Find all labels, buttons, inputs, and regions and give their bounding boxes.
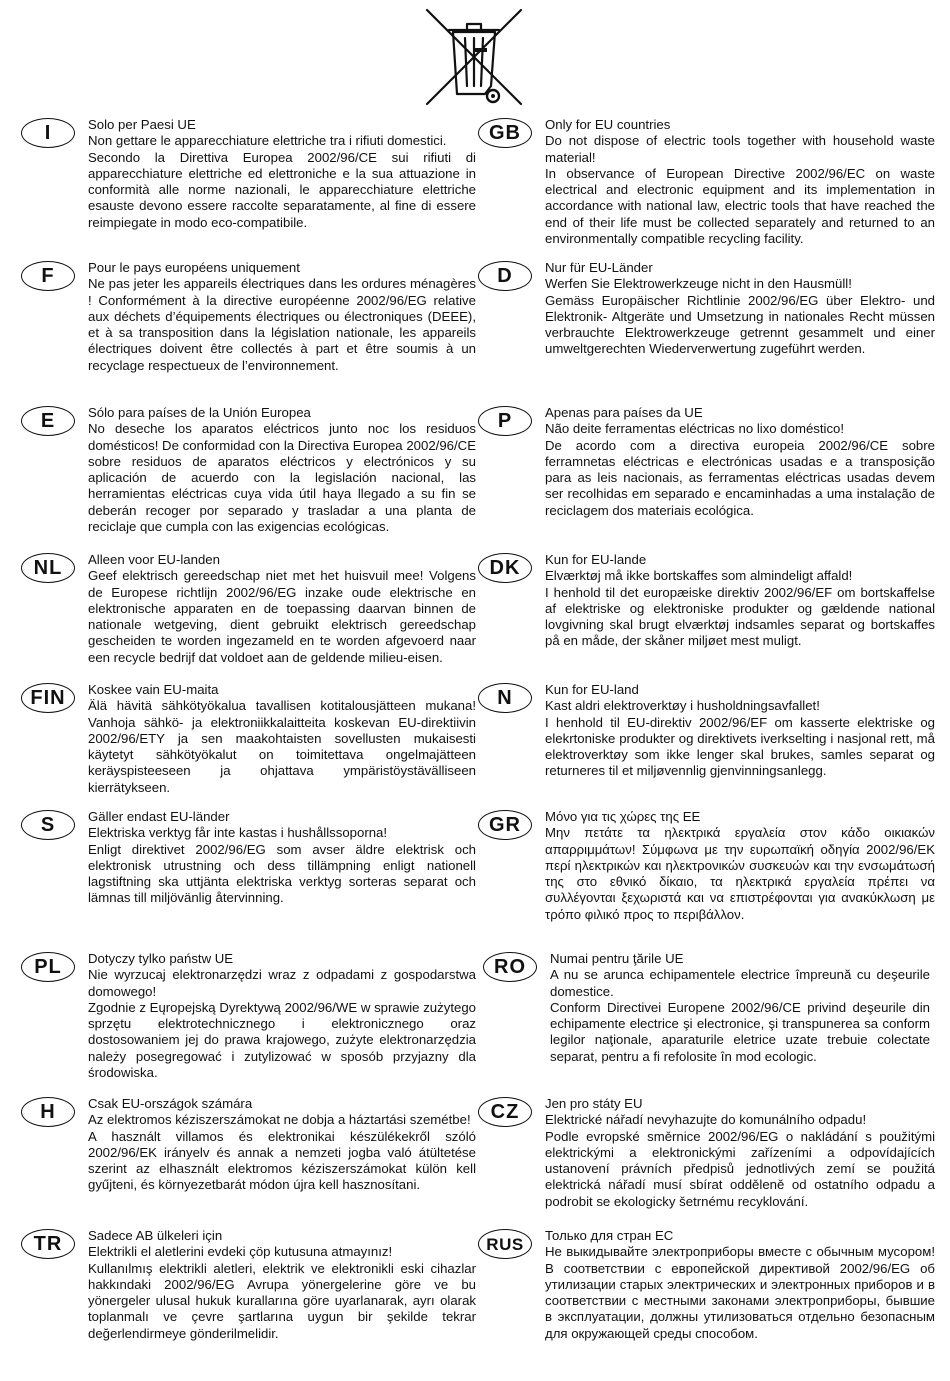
section-title: Koskee vain EU-maita <box>88 682 219 697</box>
section-text: Gäller endast EU-länder Elektriska verktyg får inte kastas i hushållssoporna! Enligt direktivet 2002/96/EG som avser äldre elektrisk och elektronisk utrustning och dess tillämpning enligt nationell lagstiftning ska uttjänta elektriska verktyg sorteras separat och lämnas till miljövänlig återvinning. <box>88 809 476 906</box>
language-badge: PL <box>21 952 75 982</box>
section-title: Kun for EU-land <box>545 682 639 697</box>
section-title: Dotyczy tylko państw UE <box>88 951 234 966</box>
section-title: Only for EU countries <box>545 117 671 132</box>
section-title: Только для стран ЕС <box>545 1228 674 1243</box>
language-badge: TR <box>21 1229 75 1259</box>
section-title: Kun for EU-lande <box>545 552 647 567</box>
section-text: Sólo para países de la Unión Europea No deseche los aparatos eléctricos junto noc los residuos domésticos! De conformidad con la Directiva Europea 2002/96/CE sobre residuos de aparatos eléctricos y electrónicos y su aplicación de acuerdo con la legislación nacional, las herramientas eléctricas cuya vida útil haya llegado a su fin se deberán recoger por separado y trasladar a una planta de reciclaje que cumpla con las exigencias ecológicas. <box>88 405 476 535</box>
language-badge: S <box>21 810 75 840</box>
section-text: Kun for EU-lande Elværktøj må ikke bortskaffes som almindeligt affald! I henhold til det europæiske direktiv 2002/96/EF om bortskaffelse af elektriske og elektroniske produkter og gældende national lovgivning skal brugt elværktøj indsamles separat og bortskaffes på en måde, der skåner miljøet mest muligt. <box>545 552 935 649</box>
language-badge: NL <box>21 553 75 583</box>
language-badge: P <box>478 406 532 436</box>
language-badge: DK <box>478 553 532 583</box>
section-text: Apenas para países da UE Não deite ferramentas eléctricas no lixo doméstico! De acordo com a directiva europeia 2002/96/CE sobre ferramnetas eléctricas e electrónicas usadas e a transposição para as leis nacionais, as ferramentas eléctricas usadas devem ser recolhidas em separado e encaminhadas a uma instalação de reciclagem dos materiais ecológica. <box>545 405 935 518</box>
section-text: Alleen voor EU-landen Geef elektrisch gereedschap niet met het huisvuil mee! Volgens de Europese richtlijn 2002/96/EG inzake oude elektrische en elektronische apparaten en de toepassing daarvan binnen de nationale wetgeving, dient gebruikt elektrisch gereedschap gescheiden te worden ingezameld en te worden afgevoerd naar een recycle bedrijf dat voldoet aan de geldende milieu-eisen. <box>88 552 476 665</box>
language-badge: FIN <box>21 683 75 713</box>
language-badge: GB <box>478 118 532 148</box>
section-text: Numai pentru ţările UE A nu se arunca echipamentele electrice împreună cu deşeurile domestice. Conform Directivei Europene 2002/96/CE privind deşeurile din echipamente electrice şi electronice, şi transpunerea sa conform legilor naţionale, aparaturile eletrice uzate trebuie colectate separat, pentru a fi refolosite în mod ecologic. <box>550 951 930 1064</box>
section-text: Jen pro státy EU Elektrické nářadí nevyhazujte do komunálního odpadu! Podle evropské směrnice 2002/96/EG o nakládání s použitými elektrickými a elektronickými zařízeními a odpovídajících ustanovení právních předpisů jednotlivých zemí se použitá elektrická nářadí musí sbírat odděleně od ostatního odpadu a podrobit se ekologicky šetrnému recyklování. <box>545 1096 935 1209</box>
section-title: Numai pentru ţările UE <box>550 951 684 966</box>
section-title: Sadece AB ülkeleri için <box>88 1228 223 1243</box>
section-title: Pour le pays européens uniquement <box>88 260 300 275</box>
language-badge: H <box>21 1097 75 1127</box>
section-text: Solo per Paesi UE Non gettare le apparecchiature elettriche tra i rifiuti domestici. Secondo la Direttiva Europea 2002/96/CE sui rifiuti di apparecchiature elettriche ed elettroniche e la sua attuazione in conformità alle norme nazionali, le apparecchiature elettriche esauste devono essere raccolte separatamente, al fine di essere reimpiegate in modo eco-compatibile. <box>88 117 476 230</box>
section-text: Μόνο για τις χώρες της ΕΕ Μην πετάτε τα ηλεκτρικά εργαλεία στον κάδο οικιακών απαρριμμάτων! Σύμφωνα με την ευρωπαϊκή οδηγία 2002/96/ΕΚ περί ηλεκτρικών και ηλεκτρονικών συσκευών και την ενσωμάτωσή της στο εθνικό δίκαιο, τα ηλεκτρικά εργαλεία πρέπει να συλλέγονται ξεχωριστά και να επιστρέφονται για ανακύκλωση με τρόπο φιλικό προς το περιβάλλον. <box>545 809 935 922</box>
section-text: Только для стран ЕС Не выкидывайте электроприборы вместе с обычным мусором! В соответствии с европейской директивой 2002/96/EG об утилизации старых электрических и электронных приборов и в соответствии с местными законами электроприборы, бывшие в эксплуатации, должны утилизоваться отдельно безопасным для окружающей среды способом. <box>545 1228 935 1341</box>
section-text: Only for EU countries Do not dispose of electric tools together with household waste material! In observance of European Directive 2002/96/EC on waste electrical and electronic equipment and its implementation in accordance with national law, electric tools that have reached the end of their life must be collected separately and returned to an environmentally compatible recycling facility. <box>545 117 935 247</box>
language-badge: F <box>21 261 75 291</box>
section-text: Pour le pays européens uniquement Ne pas jeter les appareils électriques dans les ordures ménagères ! Conformément à la directive européenne 2002/96/EG relative aux déchets d’équipements électriques ou électroniques (DEEE), et à sa transposition dans la législation nationale, les appareils électriques doivent être collectés à part et être soumis à un recyclage respectueux de l’environnement. <box>88 260 476 373</box>
section-text: Nur für EU-Länder Werfen Sie Elektrowerkzeuge nicht in den Hausmüll! Gemäss Europäischer Richtlinie 2002/96/EG über Elektro- und Elektronik- Altgeräte und Umsetzung in nationales Recht müssen verbrauchte Elektrowerkzeuge getrennt gesammelt und einer umweltgerechten Wiederverwertung zugeführt werden. <box>545 260 935 357</box>
language-badge: RO <box>483 952 537 982</box>
language-badge: I <box>21 118 75 148</box>
section-text: Dotyczy tylko państw UE Nie wyrzucaj elektronarzędzi wraz z odpadami z gospodarstwa domowego! Zgodnie z Eųropejską Dyrektywą 2002/96/WE w sprawie zużytego sprzętu elektrotechnicznego i elektronicznego oraz dostosowaniem jej do prawa krajowego, zużyte elektronarzędzia należy posegregować i zutylizować w sposób przyjazny dla środowiska. <box>88 951 476 1081</box>
section-title: Gäller endast EU-länder <box>88 809 230 824</box>
language-badge: CZ <box>478 1097 532 1127</box>
section-title: Apenas para países da UE <box>545 405 703 420</box>
section-title: Csak EU-országok számára <box>88 1096 253 1111</box>
section-title: Μόνο για τις χώρες της ΕΕ <box>545 809 701 824</box>
section-title: Jen pro státy EU <box>545 1096 643 1111</box>
section-text: Sadece AB ülkeleri için Elektrikli el aletlerini evdeki çöp kutusuna atmayınız! Kullanılmış elektrikli aletleri, elektrik ve elektronikli eski cihazlar hakkındaki 2002/96/EG Avrupa yönergelerine göre ve bu yönergeler ulusal hukuk kurallarına göre uyarlanarak, ayrı olarak toplanmalı ve çevre şartlarına uygun bir şekilde tekrar değerlendirmeye gönderilmelidir. <box>88 1228 476 1341</box>
section-text: Koskee vain EU-maita Älä hävitä sähkötyökalua tavallisen kotitalousjätteen mukana! Vanhoja sähkö- ja elektroniikkalaitteita koskevan EU-direktiivin 2002/96/ETY ja sen maakohtaisten sovellusten mukaisesti käytetyt sähkötyökalut on toimitettava ongelmajätteen keräyspisteeseen ja ohjattava ympäristöystävälliseen kierrätykseen. <box>88 682 476 795</box>
language-badge: D <box>478 261 532 291</box>
language-badge: N <box>478 683 532 713</box>
section-title: Alleen voor EU-landen <box>88 552 220 567</box>
section-text: Csak EU-országok számára Az elektromos kéziszerszámokat ne dobja a háztartási szemétbe! A használt villamos és elektronikai készülékekről szóló 2002/96/EK irányelv és annak a nemzeti jogba való átültetése szerint az elhasznált elektromos kéziszerszámokat külön kell gyűjteni, és környezetbarát módon újra kell hasznosítani. <box>88 1096 476 1193</box>
weee-bin-icon <box>423 6 527 110</box>
language-badge: RUS <box>478 1229 532 1259</box>
language-badge: E <box>21 406 75 436</box>
language-badge: GR <box>478 810 532 840</box>
section-title: Nur für EU-Länder <box>545 260 653 275</box>
section-text: Kun for EU-land Kast aldri elektroverktøy i husholdningsavfallet! I henhold til EU-direktiv 2002/96/EF om kasserte elektriske og elekrtoniske produkter og direktivets iverkselting i nasjonal rett, må elektroverktøy som ikke lenger skal brukes, samles separat og returneres til et miljøvennlig gjenvinningsanlegg. <box>545 682 935 779</box>
section-title: Sólo para países de la Unión Europea <box>88 405 311 420</box>
section-title: Solo per Paesi UE <box>88 117 196 132</box>
